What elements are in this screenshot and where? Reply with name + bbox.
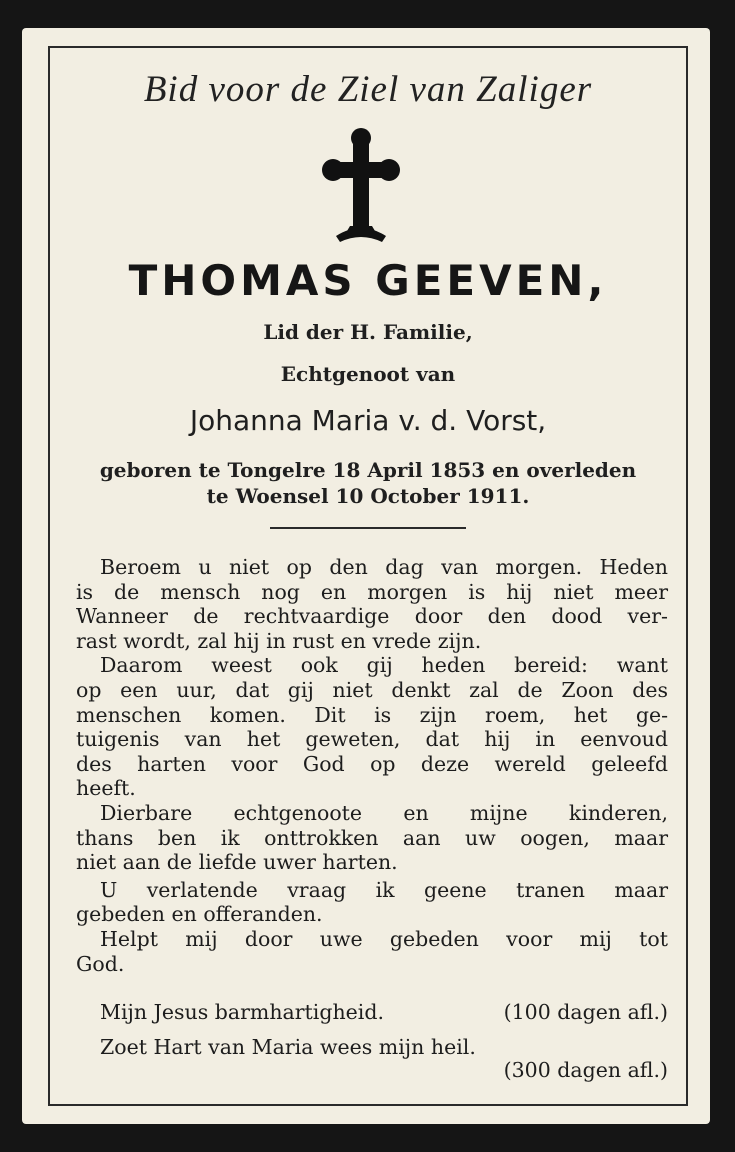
text-line: op een uur, dat gij niet denkt zal de Zoon des bbox=[76, 677, 668, 702]
divider-line bbox=[270, 527, 466, 529]
text-line: is de mensch nog en morgen is hij niet meer bbox=[76, 579, 668, 604]
text-line: niet aan de liefde uwer harten. bbox=[76, 850, 398, 875]
short-prayer-1 bbox=[100, 1000, 668, 1024]
birth-death-line-2: te Woensel 10 October 1911. bbox=[206, 484, 530, 508]
deceased-name: THOMAS GEEVEN, bbox=[128, 256, 608, 305]
text-line: rast wordt, zal hij in rust en vrede zijn. bbox=[76, 628, 482, 653]
text-line: heeft. bbox=[76, 776, 136, 801]
header-dedication: Bid voor de Ziel van Zaliger bbox=[143, 69, 593, 110]
text-line: menschen komen. Dit is zijn roem, het ge- bbox=[76, 702, 668, 727]
prayer-text bbox=[76, 555, 668, 976]
text-line: Beroem u niet op den dag van morgen. Heden bbox=[100, 555, 668, 579]
spouse-label: Echtgenoot van bbox=[280, 362, 456, 386]
cross-icon bbox=[322, 126, 400, 246]
text-line: gebeden en offeranden. bbox=[76, 902, 323, 927]
membership-line: Lid der H. Familie, bbox=[263, 320, 473, 344]
birth-death-line-1: geboren te Tongelre 18 April 1853 en overleden bbox=[99, 458, 637, 482]
text-line: Daarom weest ook gij heden bereid: want bbox=[100, 653, 668, 678]
text-line: Dierbare echtgenoote en mijne kinderen, bbox=[100, 800, 668, 825]
short-prayer-2: Zoet Hart van Maria wees mijn heil. bbox=[100, 1035, 476, 1059]
prayer-1-text: Mijn Jesus barmhartigheid. bbox=[100, 1000, 384, 1024]
text-line: Wanneer de rechtvaardige door den dood ver- bbox=[76, 604, 668, 629]
text-line: thans ben ik onttrokken aan uw oogen, maar bbox=[76, 825, 668, 850]
text-line: God. bbox=[76, 951, 125, 976]
text-line: U verlatende vraag ik geene tranen maar bbox=[100, 877, 668, 902]
indulgence-2: (300 dagen afl.) bbox=[503, 1058, 668, 1082]
spouse-name: Johanna Maria v. d. Vorst, bbox=[189, 404, 547, 437]
text-line: des harten voor God op deze wereld geleefd bbox=[76, 751, 668, 776]
indulgence-1: (100 dagen afl.) bbox=[503, 1000, 668, 1024]
text-line: Helpt mij door uwe gebeden voor mij tot bbox=[100, 926, 668, 951]
text-line: tuigenis van het geweten, dat hij in eenvoud bbox=[76, 727, 668, 752]
